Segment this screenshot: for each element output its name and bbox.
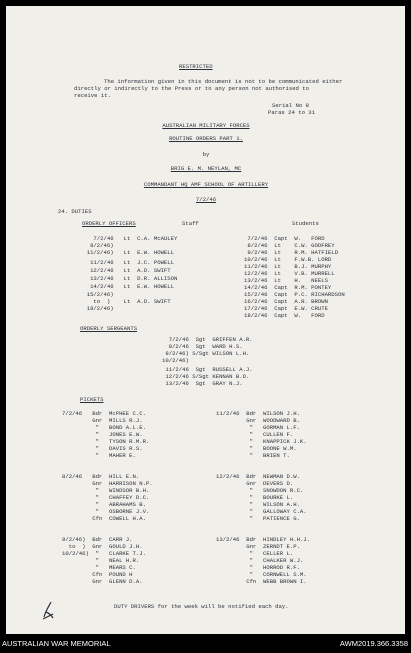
picket-line: " MEARS C. xyxy=(62,564,136,571)
picket-line: " GORMAN L.F. xyxy=(216,424,300,431)
orderly-sergeants-heading: ORDERLY SERGEANTS xyxy=(80,325,138,332)
student-line: 16/2/46 Capt A.R. BROWN xyxy=(244,298,328,305)
student-line: 10/2/46 Lt F.W.B. LORD xyxy=(244,256,332,263)
picket-line: Cfn POUND H xyxy=(62,571,133,578)
picket-line: " JONES E.W. xyxy=(62,431,143,438)
students-heading: Students xyxy=(292,220,319,227)
student-line: 15/2/46 Capt P.C. RICHARDSON xyxy=(244,291,345,298)
duties-heading: 24. DUTIES xyxy=(58,208,92,215)
picket-line: " CORNWELL S.M. xyxy=(216,571,307,578)
student-line: 14/2/46 Capt R.M. PONTEY xyxy=(244,284,332,291)
picket-line: " SNOWDON R.C. xyxy=(216,487,304,494)
picket-line: " WINDSOR B.H. xyxy=(62,487,150,494)
notice-line-3: receive it. xyxy=(74,92,111,99)
commandant-line: COMMANDANT HQ AMF SCHOOL OF ARTILLERY xyxy=(143,181,269,188)
student-line: 18/2/46 Capt W. FORD xyxy=(244,312,325,319)
sergeant-line: 13/2/46 Sgt GRAY N.J. xyxy=(162,380,243,387)
staff-line: 18/2/46) xyxy=(80,305,114,312)
picket-line: " CULLEN F. xyxy=(216,431,294,438)
forces-title: AUSTRALIAN MILITARY FORCES xyxy=(162,122,250,129)
picket-line: Gnr MILLS R.J. xyxy=(62,417,143,424)
picket-line: Cfn COWELL H.A. xyxy=(62,515,146,522)
picket-line: " CHAFFEY D.C. xyxy=(62,494,150,501)
picket-line: " BRIEN T. xyxy=(216,452,290,459)
staff-line: 7/2/46 Lt C.A. McAULEY xyxy=(80,235,178,242)
serial-number: Serial No 8 xyxy=(272,102,309,109)
picket-line: " KNAPPICK J.K. xyxy=(216,438,307,445)
picket-line: " TYSON R.M.R. xyxy=(62,438,150,445)
picket-line: 7/2/46 Bdr McPHEE C.C. xyxy=(62,410,146,417)
staff-line: 13/2/46 Lt D.R. ALLISON xyxy=(80,275,178,282)
document-page xyxy=(6,6,405,634)
picket-line: 10/2/46) " CLARKE T.J. xyxy=(62,550,146,557)
sergeant-line: 8/2/46 Sgt WARD H.S. xyxy=(162,343,243,350)
duty-drivers-note: DUTY DRIVERS for the week will be notified each day. xyxy=(114,603,289,610)
staff-line: 14/2/46 Lt E.W. HOWELL xyxy=(80,283,174,290)
restricted-label: RESTRICTED xyxy=(179,63,213,70)
footer-accession: AWM2019.366.3358 xyxy=(339,639,408,648)
staff-line: 11/2/46 Lt J.C. POWELL xyxy=(80,259,174,266)
student-line: 7/2/46 Capt W. FORD xyxy=(244,235,325,242)
sergeant-line: 7/2/46 Sgt GRIFFEN A.R. xyxy=(162,336,253,343)
brig-name: BRIG E. M. NEYLAN, MC xyxy=(170,165,242,172)
archive-footer xyxy=(0,637,411,653)
picket-line: " GALLOWAY C.A. xyxy=(216,508,307,515)
picket-line: " BOURKE L. xyxy=(216,494,294,501)
picket-line: " ABRAHAMS B. xyxy=(62,501,146,508)
by-line: by xyxy=(202,151,210,158)
picket-line: to ) Gnr GOULD J.H. xyxy=(62,543,143,550)
picket-line: " OSBORNE J.V. xyxy=(62,508,150,515)
picket-line: 12/2/46 Bdr NEWMAN D.W. xyxy=(216,473,300,480)
picket-line: " BOND A.L.E. xyxy=(62,424,146,431)
paras-range: Paras 24 to 31 xyxy=(268,109,315,116)
handwritten-mark xyxy=(41,600,55,620)
picket-line: " MAHER E. xyxy=(62,452,136,459)
picket-line: " DAVIS R.S. xyxy=(62,445,143,452)
picket-line: Gnr WOODWARD B. xyxy=(216,417,300,424)
picket-line: " WILSON A.H. xyxy=(216,501,300,508)
sergeant-line: 12/2/46 S/Sgt KENNAN B.D. xyxy=(162,373,250,380)
picket-line: " NEAL H.R. xyxy=(62,557,140,564)
notice-line-1: The information given in this document is not to be communicated either xyxy=(104,78,343,85)
staff-heading: Staff xyxy=(182,220,199,227)
picket-line: Gnr ZERNDT E.P. xyxy=(216,543,300,550)
orders-title: ROUTINE ORDERS PART 1. xyxy=(169,135,243,142)
pickets-heading: PICKETS xyxy=(80,396,104,403)
student-line: 9/2/46 Lt R.M. HATFIELD xyxy=(244,249,338,256)
picket-line: 9/2/46) Bdr CARR J. xyxy=(62,536,133,543)
picket-line: " HORROD R.F. xyxy=(216,564,300,571)
picket-line: Gnr HARRISON N.P. xyxy=(62,480,153,487)
staff-line: 11/2/46) Lt E.W. HOWELL xyxy=(80,249,174,256)
student-line: 13/2/46 Lt H. NEELS xyxy=(244,277,328,284)
sergeant-line: 10/2/46) xyxy=(162,357,189,364)
sergeant-line: 9/2/46) S/Sgt WILSON L.H. xyxy=(162,350,250,357)
picket-line: Gnr GLENN D.A. xyxy=(62,578,143,585)
staff-line: 12/2/46 Lt A.D. SWIFT xyxy=(80,267,171,274)
footer-source: AUSTRALIAN WAR MEMORIAL xyxy=(2,639,111,648)
student-line: 17/2/46 Capt E.W. CRUTE xyxy=(244,305,328,312)
student-line: 8/2/46 Lt C.W. GODFREY xyxy=(244,242,335,249)
picket-line: " PATIENCE G. xyxy=(216,515,300,522)
orderly-officers-heading: ORDERLY OFFICERS xyxy=(82,220,136,227)
order-date: 7/2/46 xyxy=(195,196,217,203)
student-line: 11/2/46 Lt B.J. MURPHY xyxy=(244,263,332,270)
sergeant-line: 11/2/46 Sgt RUSSELL A.J. xyxy=(162,366,253,373)
student-line: 12/2/46 Lt V.B. MURRELL xyxy=(244,270,335,277)
picket-line: " CELLER L. xyxy=(216,550,294,557)
picket-line: " CHALKER W.J. xyxy=(216,557,304,564)
picket-line: 11/2/46 Bdr WILSON J.H. xyxy=(216,410,300,417)
picket-line: 8/2/46 Bdr HILL E.N. xyxy=(62,473,140,480)
picket-line: 13/2/46 Bdr HINDLEY H.H.J. xyxy=(216,536,310,543)
notice-line-2: directly or indirectly to the Press or to any person not authorised to xyxy=(74,85,309,92)
staff-line: 15/2/46) xyxy=(80,291,114,298)
picket-line: Cfn WEBB BROWN I. xyxy=(216,578,307,585)
staff-line: to ) Lt A.D. SWIFT xyxy=(80,298,171,305)
picket-line: Gnr DEVERS D. xyxy=(216,480,294,487)
picket-line: " BOONE W.M. xyxy=(216,445,297,452)
staff-line: 8/2/46) xyxy=(80,242,114,249)
